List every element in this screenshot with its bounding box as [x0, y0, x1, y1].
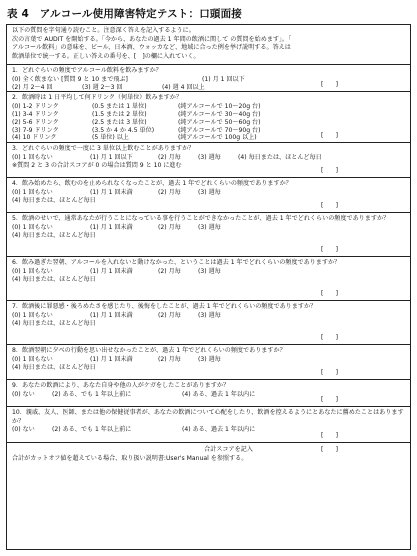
answer-option: (2) ある、でも 1 年以上前に [52, 390, 132, 398]
table-cell: (5 単位) 以上 [92, 134, 129, 142]
answer-option: (0) 1 回もない [12, 267, 53, 275]
answer-option: (2) 月毎 [158, 223, 181, 231]
answer-box[interactable]: [ ] [321, 245, 338, 253]
answer-option: (4) 毎日または、ほとんど毎日 [12, 276, 96, 284]
answer-option: (4) 毎日または、ほとんど毎日 [12, 197, 96, 205]
table-cell: (0.5 または 1 単位) [92, 102, 147, 110]
instructions [7, 25, 410, 65]
answer-option: (4) 毎日または、ほとんど毎日 [238, 153, 322, 161]
table-row [12, 111, 260, 119]
answer-option: (1) 月 1 回未満 [90, 311, 133, 319]
table-title: 表 4 アルコール使用障害特定テスト：口頭面接 [7, 8, 243, 20]
table-cell: (1.5 または 2 単位) [92, 110, 147, 118]
question-3 [7, 143, 410, 178]
answer-option: (4) 毎日または、ほとんど毎日 [12, 364, 96, 372]
answer-box[interactable]: [ ] [321, 289, 338, 297]
question-4 [7, 178, 410, 213]
answer-option: (1) 月 1 回未満 [90, 355, 133, 363]
table-cell: (純アルコールで 30〜40g 台) [178, 110, 261, 118]
answer-option: (4) ある、過去 1 年以内に [182, 390, 256, 398]
answer-option: (3) 週毎 [198, 355, 221, 363]
answer-option: (3) 週毎 [198, 311, 221, 319]
question-8 [7, 345, 410, 380]
answer-option: (0) 1 回もない [12, 311, 53, 319]
answer-option: (3) 週毎 [198, 188, 221, 196]
skip-note: ※質問 2 と 3 の合計スコアが 0 の場合は質問 9 と 10 に進む [12, 162, 182, 170]
answer-option: (2) 月毎 [158, 355, 181, 363]
table-cell: (2.5 または 3 単位) [92, 118, 147, 126]
question-text: 4．飲み始めたら、飲むのを止められなくなったことが、過去 1 年でどれくらいの頻度でありますか？ [12, 180, 292, 188]
answer-option: (0) 全く飲まない [質問 9 と 10 まで飛ぶ] [12, 75, 128, 83]
answer-option: (2) 月 2〜4 回 [12, 84, 53, 92]
question-10 [7, 407, 410, 443]
instruction-line: 次の言葉で AUDIT を開始する。「今から、あなたの過去 1 年間の飲酒に関して の質問を始めます」。「 [12, 35, 292, 43]
table-cell: (純アルコールで 10〜20g 台) [178, 102, 261, 110]
question-text: 1．どれぐらいの頻度でアルコール飲料を飲みますか？ [12, 67, 162, 75]
question-5 [7, 213, 410, 257]
answer-option: (1) 月 1 回以下 [202, 75, 245, 83]
question-2 [7, 92, 410, 143]
answer-option: (3) 週毎 [198, 153, 221, 161]
answer-option: (1) 月 1 回未満 [90, 267, 133, 275]
table-cell: (3) 7-9 ドリンク [12, 126, 59, 134]
table-cell: (2) 5-6 ドリンク [12, 118, 59, 126]
question-6 [7, 257, 410, 301]
table-cell: (1) 3-4 ドリンク [12, 110, 59, 118]
answer-box[interactable]: [ ] [321, 395, 338, 403]
answer-option: (3) 週 2〜3 回 [82, 84, 123, 92]
table-cell: (純アルコールで 50〜60g 台) [178, 118, 261, 126]
answer-option: (3) 週毎 [198, 223, 221, 231]
table-cell: (純アルコールで 100g 以上) [178, 134, 257, 142]
question-text: 6．飲み過ぎた翌朝、アルコールを入れないと動けなかった、ということは過去 1 年でどれくらいの頻度でありますか？ [12, 259, 341, 267]
table-cell: (純アルコールで 70〜90g 台) [178, 126, 261, 134]
answer-option: (2) 月毎 [158, 153, 181, 161]
answer-box[interactable]: [ ] [321, 201, 338, 209]
instruction-line: アルコール飲料」の意味を、ビール、日本酒、ウォッカなど、地域に合った例を挙げ説明する。答えは [12, 44, 291, 52]
answer-option: (0) 1 回もない [12, 188, 53, 196]
table-cell: (3.5 か 4 か 4.5 単位) [92, 126, 155, 134]
question-text: 3．どれぐらいの頻度で一度に 3 単位以上飲むことがありますか？ [12, 145, 195, 153]
answer-option: (4) 週 4 回以上 [162, 84, 205, 92]
answer-option: (2) 月毎 [158, 188, 181, 196]
table-row [12, 134, 260, 142]
question-text: 7．飲酒後に罪悪感・後ろめたさを感じたり、後悔をしたことが、過去 1 年でどれくらいの頻度でありますか？ [12, 303, 317, 311]
answer-option: (0) 1 回もない [12, 355, 53, 363]
question-9 [7, 380, 410, 407]
question-text: 2．飲酒時は 1 日平均して何ドリンク（何単位）飲みますか？ [12, 94, 182, 102]
table-cell: (0) 1-2 ドリンク [12, 102, 59, 110]
answer-option: (0) ない [12, 390, 35, 398]
answer-box[interactable]: [ ] [321, 431, 338, 439]
answer-option: (2) 月毎 [158, 267, 181, 275]
cutoff-note: 合計がカットオフ値を超えている場合、取り扱い説明書:User's Manual を参照する。 [12, 454, 248, 462]
question-text: 9．あなたの飲酒により、あなた自身や他の人がケガをしたことがありますか？ [12, 382, 230, 390]
answer-option: (0) ない [12, 426, 35, 434]
question-text: 5．飲酒のせいで、通常あなたが行うことになっている事を行うことができなかったことが、過去 1 年でどれくらいの頻度でありますか？ [12, 215, 390, 223]
answer-option: (1) 月 1 回未満 [90, 223, 133, 231]
drink-table [12, 103, 260, 143]
answer-option: (2) ある、でも 1 年以上前に [52, 426, 132, 434]
question-text: 8．飲酒翌朝に夕べの行動を思い出せなかったことが、過去 1 年でどれくらいの頻度でありますか？ [12, 347, 286, 355]
table-row [12, 103, 260, 111]
answer-option: (1) 月 1 回未満 [90, 188, 133, 196]
answer-box[interactable]: [ ] [321, 368, 338, 376]
answer-option: (1) 月 1 回以下 [90, 153, 133, 161]
answer-option: (0) 1 回もない [12, 153, 53, 161]
answer-box[interactable]: [ ] [321, 166, 338, 174]
answer-option: (2) 月毎 [158, 311, 181, 319]
table-cell: (4) 10 ドリンク [12, 134, 57, 142]
answer-option: (4) 毎日または、ほとんど毎日 [12, 320, 96, 328]
answer-option: (0) 1 回もない [12, 223, 53, 231]
questionnaire-frame [6, 24, 411, 550]
total-score-section [7, 443, 410, 466]
answer-box[interactable]: [ ] [321, 131, 338, 139]
total-score-box[interactable]: [ ] [321, 446, 338, 454]
instruction-line: 飲酒単位で統一する。正しい答えの番号を、[ ]の欄に入れていく。 [12, 52, 200, 60]
total-score-label: 合計スコアを記入 [204, 446, 253, 454]
answer-box[interactable]: [ ] [321, 80, 338, 88]
table-row [12, 119, 260, 127]
answer-option: (3) 週毎 [198, 267, 221, 275]
instruction-line: 以下の質問を字句通り読むこと。注意深く答えを記入するように。 [12, 27, 195, 34]
question-1 [7, 65, 410, 92]
question-text: 10．親戚、友人、医師、または他の保健従事者が、あなたの飲酒について心配をしたり、飲酒を控えるようにとあなたに薦めたことはありますか？ [12, 409, 404, 425]
question-7 [7, 301, 410, 345]
answer-box[interactable]: [ ] [321, 333, 338, 341]
answer-option: (4) 毎日または、ほとんど毎日 [12, 232, 96, 240]
answer-option: (4) ある、過去 1 年以内に [182, 426, 256, 434]
